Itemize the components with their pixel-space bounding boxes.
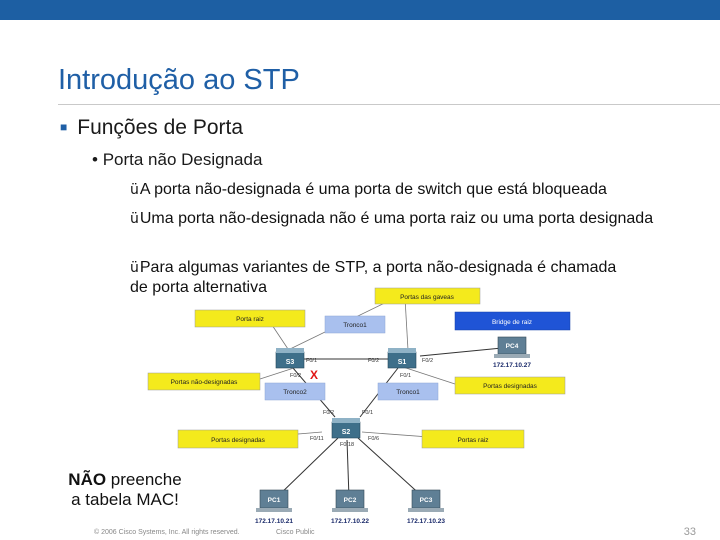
trunk-label: Tronco1 (396, 389, 420, 396)
port-label: F0/2 (368, 358, 380, 364)
port-label: F0/2 (290, 373, 302, 379)
switch-s2 (332, 418, 360, 438)
sub-bullet-1 (130, 180, 690, 200)
sub-bullet-3-text: Para algumas variantes de STP, a porta não-designada é chamada de porta alternativa (130, 259, 617, 296)
pc3 (407, 490, 445, 525)
pc-ip: 172.17.10.23 (407, 518, 445, 525)
pc4 (493, 337, 531, 369)
callout-porta-raiz-top (195, 310, 305, 327)
port-label: F0/2 (323, 410, 335, 416)
callout-portas-das-gaveas (375, 288, 480, 304)
port-label: F0/18 (340, 442, 355, 448)
sub-bullet-2 (130, 209, 690, 229)
title-divider (58, 104, 720, 105)
callout-label: Bridge de raiz (491, 319, 533, 326)
callout-label: Portas das gaveas (400, 294, 454, 301)
page-number: 33 (683, 526, 696, 538)
pc2 (331, 490, 369, 525)
switch-label: S2 (341, 429, 351, 436)
bullet-level2 (92, 150, 262, 170)
sub-bullet-2-text: Uma porta não-designada não é uma porta raiz ou uma porta designada (139, 210, 654, 227)
callout-label: Porta raiz (236, 316, 264, 323)
dot-bullet-icon: • (92, 150, 98, 169)
footer-classification: Cisco Public (276, 529, 315, 536)
switch-s1 (388, 348, 416, 368)
note-emphasis: NÃO (68, 470, 107, 489)
trunk-label-tronco1-top (325, 316, 385, 333)
pc1 (255, 490, 293, 525)
switch-s3 (276, 348, 304, 368)
port-label: F0/1 (306, 358, 318, 364)
callout-portas-designadas-left (178, 430, 298, 448)
callout-label: Portas raiz (457, 437, 489, 444)
note-text-2: a tabela MAC! (71, 490, 179, 509)
callout-portas-raiz-right (422, 430, 524, 448)
trunk-label-tronco1-mid (378, 383, 438, 400)
port-label: F0/1 (362, 410, 374, 416)
port-label: F0/2 (422, 358, 434, 364)
callout-label: Portas não-designadas (170, 379, 238, 386)
bullet-level1 (60, 116, 243, 140)
port-label: F0/1 (400, 373, 412, 379)
callout-label: Portas designadas (211, 437, 265, 444)
mac-table-note (60, 470, 190, 510)
sub-bullet-1-text: A porta não-designada é uma porta de switch que está bloqueada (139, 181, 607, 198)
slide-title: Introdução ao STP (58, 64, 300, 96)
callout-label: Portas designadas (483, 383, 537, 390)
stp-topology-diagram (140, 282, 600, 540)
callout-portas-designadas-right (455, 377, 565, 394)
bullet-level2-text: Porta não Designada (102, 150, 263, 169)
blocked-port-x-icon: X (310, 368, 319, 382)
switch-label: S1 (397, 359, 407, 366)
bullet-level1-text: Funções de Porta (77, 116, 244, 139)
port-label: F0/6 (368, 436, 380, 442)
pc-ip: 172.17.10.22 (331, 518, 369, 525)
pc-ip: 172.17.10.27 (493, 362, 531, 369)
pc-label: PC1 (267, 497, 281, 504)
pc-label: PC2 (343, 497, 357, 504)
callout-bridge-de-raiz (455, 312, 570, 330)
trunk-label: Tronco1 (343, 322, 367, 329)
trunk-label: Tronco2 (283, 389, 307, 396)
pc-ip: 172.17.10.21 (255, 518, 293, 525)
top-bar (0, 0, 720, 20)
check-icon: ü (130, 260, 139, 276)
trunk-label-tronco2 (265, 383, 325, 400)
switch-label: S3 (285, 359, 295, 366)
square-bullet-icon: ■ (60, 120, 68, 134)
note-text-1: preenche (106, 470, 182, 489)
pc-label: PC3 (419, 497, 433, 504)
port-label: F0/11 (310, 436, 324, 442)
pc-label: PC4 (505, 343, 519, 350)
check-icon: ü (130, 182, 139, 198)
check-icon: ü (130, 211, 139, 227)
footer-copyright: © 2006 Cisco Systems, Inc. All rights reserved. (94, 529, 240, 536)
callout-portas-nao-designadas (148, 373, 260, 390)
